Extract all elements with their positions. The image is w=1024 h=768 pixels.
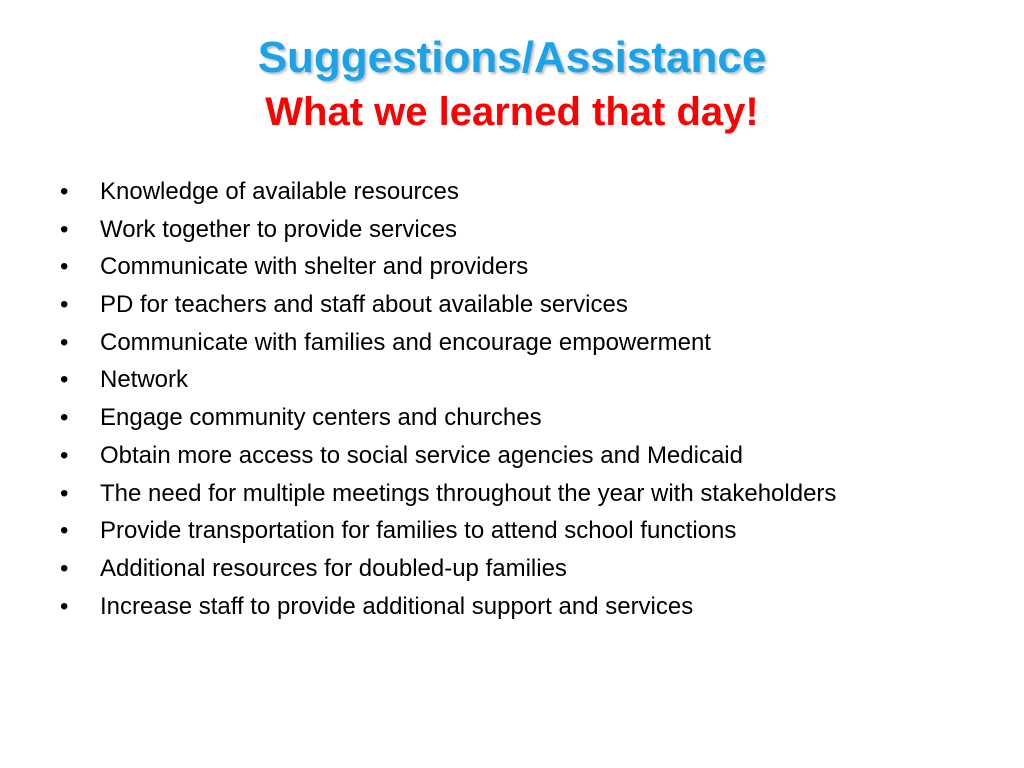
bullet-dot-icon: • [60, 291, 69, 319]
bullet-text: PD for teachers and staff about available services [100, 291, 628, 319]
bullet-dot-icon: • [60, 592, 69, 620]
bullet-item [58, 593, 978, 621]
bullet-item [58, 178, 978, 206]
bullet-item [58, 480, 978, 508]
bullet-item [58, 555, 978, 583]
bullet-text: Work together to provide services [100, 215, 458, 243]
bullet-item [58, 291, 978, 319]
bullet-text: Engage community centers and churches [100, 404, 542, 432]
bullet-text: Obtain more access to social service agencies and Medicaid [100, 441, 743, 469]
bullet-text: Network [100, 366, 189, 394]
bullet-item [58, 216, 978, 244]
title-line-2: What we learned that day! [265, 90, 759, 134]
bullet-dot-icon: • [60, 554, 69, 582]
bullet-text: Provide transportation for families to attend school functions [100, 517, 737, 545]
bullet-dot-icon: • [60, 178, 69, 205]
bullet-item [58, 404, 978, 432]
bullet-dot-icon: • [60, 366, 69, 394]
bullet-item [58, 329, 978, 357]
bullet-dot-icon: • [60, 404, 69, 432]
bullet-text: Communicate with shelter and providers [100, 253, 529, 281]
bullet-list [58, 178, 978, 630]
bullet-item [58, 366, 978, 394]
bullet-text: Increase staff to provide additional support and services [100, 592, 694, 620]
bullet-dot-icon: • [60, 253, 69, 281]
bullet-dot-icon: • [60, 517, 69, 545]
bullet-item [58, 253, 978, 281]
bullet-text: Additional resources for doubled-up families [100, 554, 567, 582]
bullet-dot-icon: • [60, 215, 69, 243]
title-line-1: Suggestions/Assistance [257, 33, 767, 82]
bullet-dot-icon: • [60, 328, 69, 356]
bullet-text: Communicate with families and encourage empowerment [100, 328, 711, 356]
bullet-dot-icon: • [60, 441, 69, 469]
bullet-dot-icon: • [60, 479, 69, 507]
slide-title [0, 30, 1024, 138]
bullet-text: Knowledge of available resources [100, 178, 459, 205]
bullet-text: The need for multiple meetings throughout the year with stakeholders [100, 479, 837, 507]
bullet-item [58, 517, 978, 545]
bullet-item [58, 442, 978, 470]
